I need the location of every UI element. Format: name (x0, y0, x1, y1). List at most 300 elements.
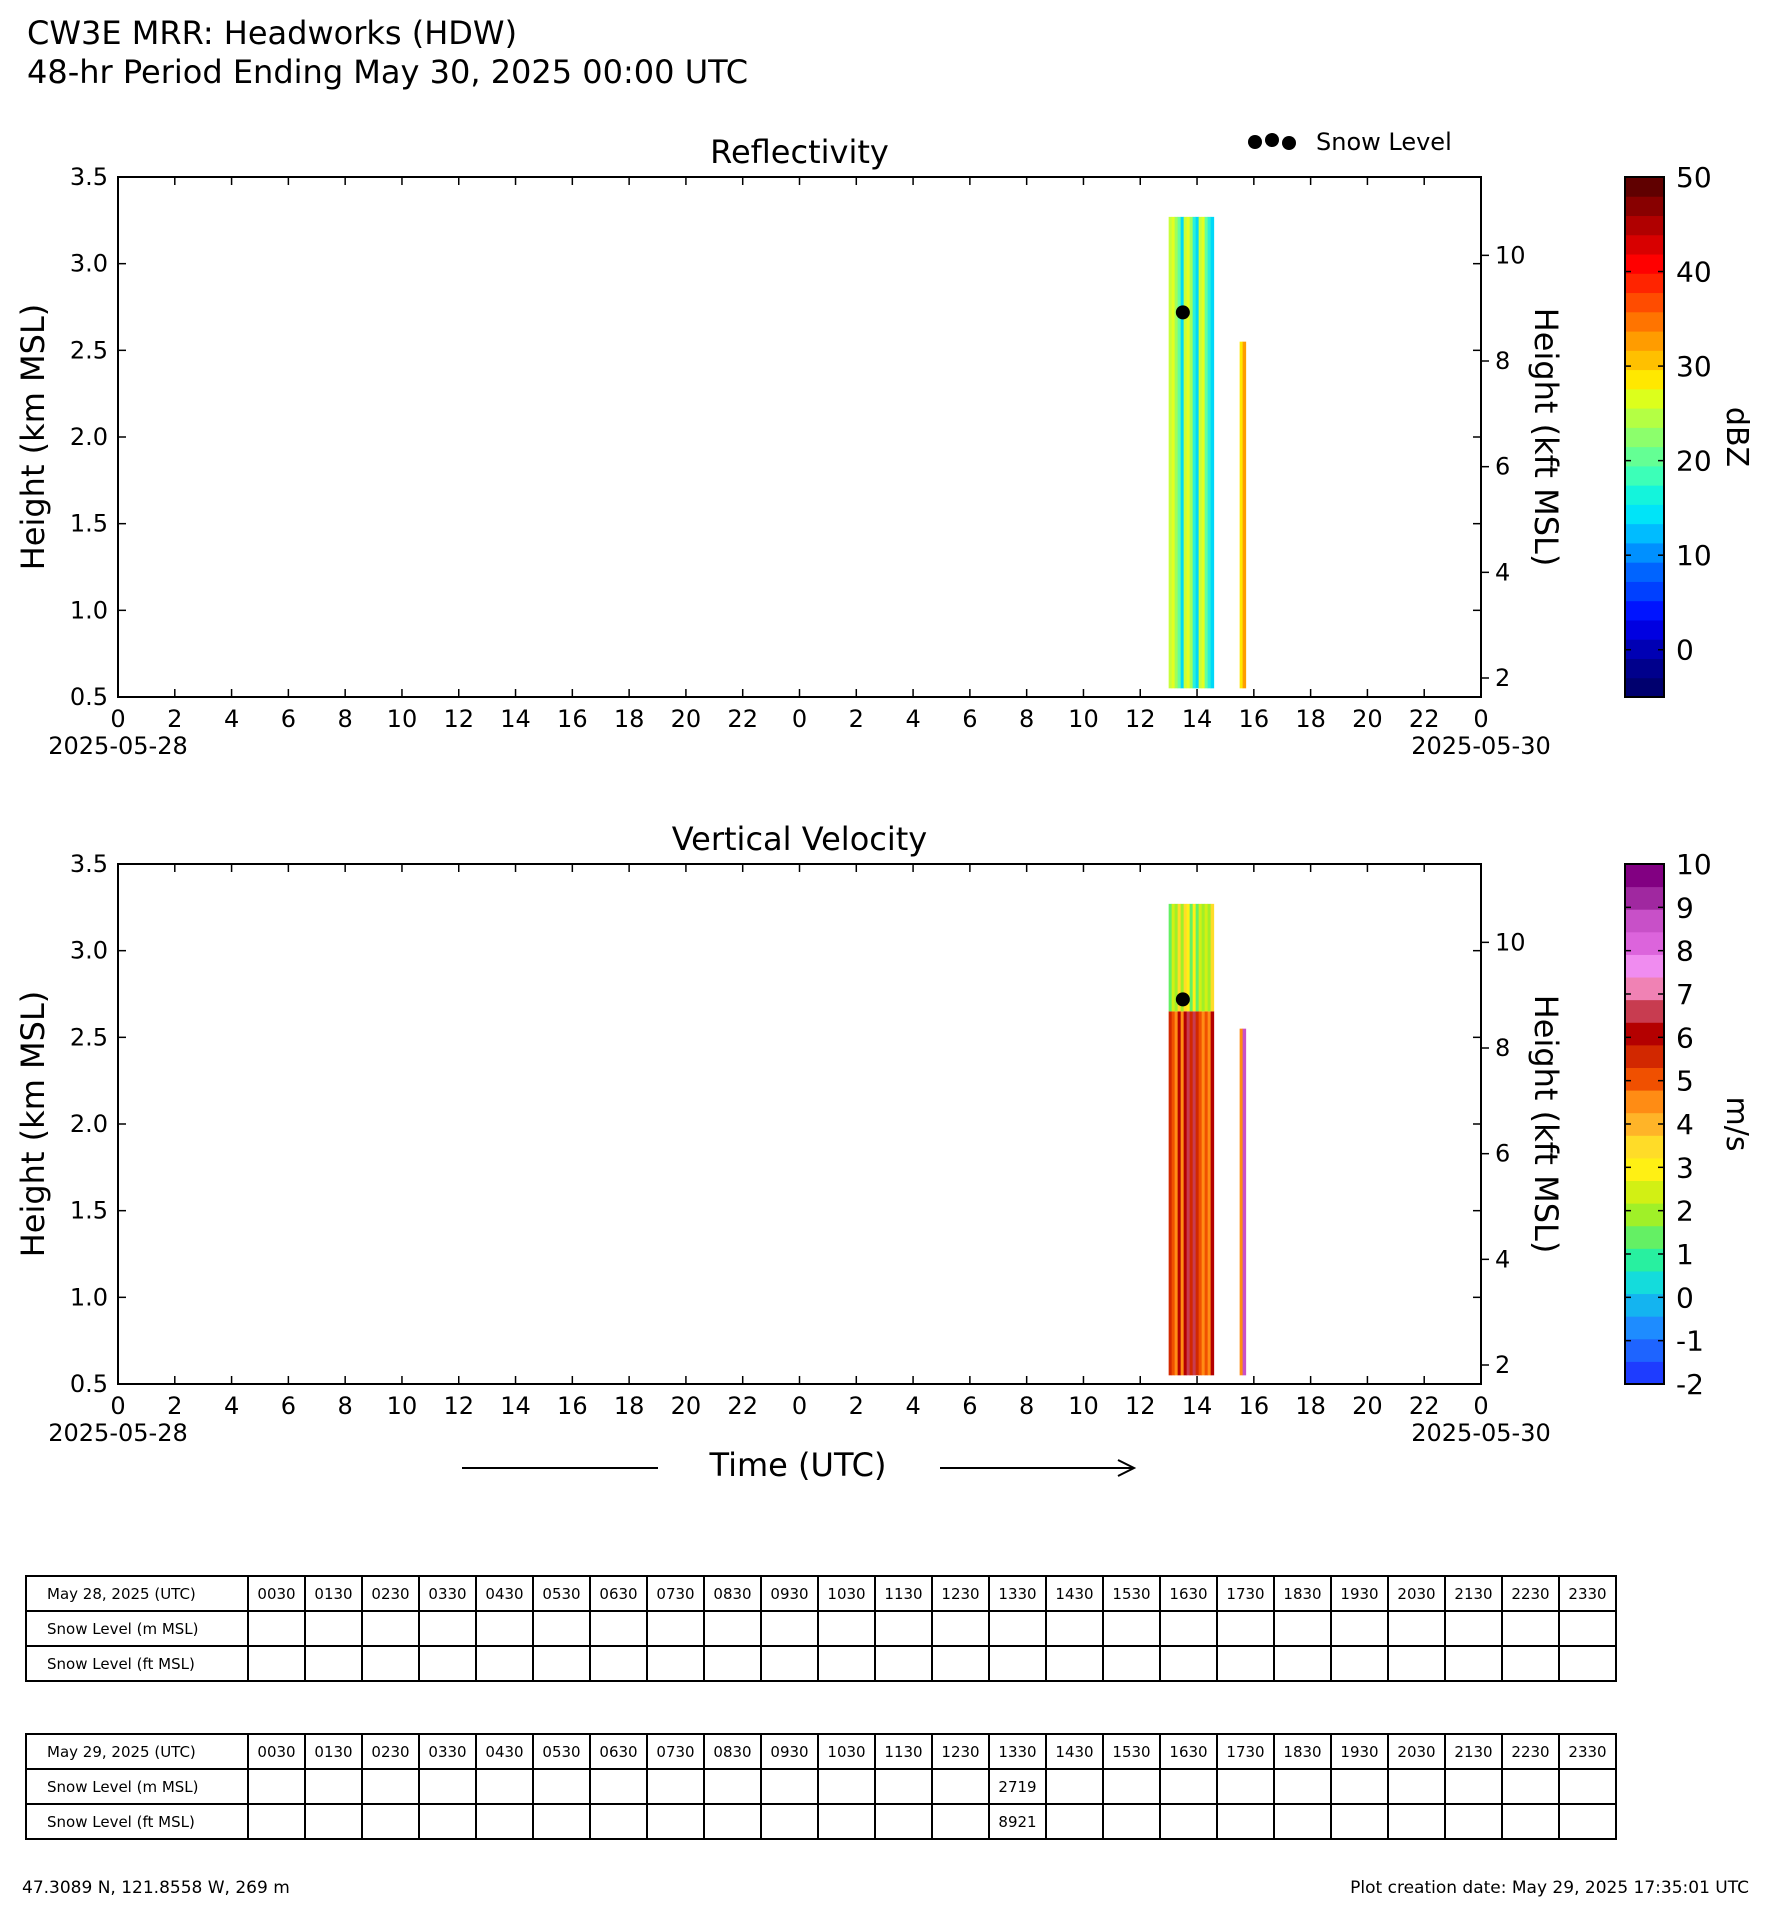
table-value-cell: 8921 (989, 1804, 1046, 1839)
table-value-cell (1274, 1804, 1331, 1839)
data-cell (1175, 217, 1179, 688)
reflectivity-panel (14, 133, 1754, 760)
table-time-cell: 0230 (362, 1734, 419, 1769)
table-value-cell (419, 1804, 476, 1839)
table-value-cell (248, 1611, 305, 1646)
x-tick-label: 18 (613, 705, 645, 733)
plot-frame (118, 864, 1481, 1384)
y-tick-right-label: 6 (1495, 1139, 1511, 1168)
table-row-label: Snow Level (ft MSL) (26, 1646, 248, 1681)
snow-level-legend-dot-3 (1282, 136, 1296, 150)
table-row (26, 1646, 1616, 1681)
table-time-cell: 0730 (647, 1734, 704, 1769)
x-tick-label: 12 (1124, 705, 1156, 733)
table-time-cell: 1730 (1217, 1734, 1274, 1769)
colorbar-segment (1625, 1022, 1664, 1045)
table-time-cell: 1930 (1331, 1576, 1388, 1611)
colorbar-segment (1625, 312, 1664, 332)
snow-level-legend (1248, 128, 1452, 156)
table-value-cell (476, 1769, 533, 1804)
x-tick-label: 6 (962, 1392, 978, 1420)
x-tick-label: 14 (500, 1392, 531, 1420)
table-value-cell (1502, 1646, 1559, 1681)
snow-level-legend-label: Snow Level (1316, 128, 1452, 156)
colorbar-segment (1625, 977, 1664, 1000)
site-coordinates: 47.3089 N, 121.8558 W, 269 m (22, 1878, 290, 1898)
x-tick-label: 2 (167, 1392, 183, 1420)
y-tick-right-label: 4 (1495, 558, 1511, 587)
table-value-cell (1502, 1611, 1559, 1646)
y-tick-label: 2.0 (69, 423, 108, 451)
table-value-cell (590, 1611, 647, 1646)
table-value-cell (932, 1611, 989, 1646)
colorbar-segment (1625, 1203, 1664, 1226)
x-tick-label: 0 (791, 705, 808, 733)
table-time-cell: 1630 (1160, 1576, 1217, 1611)
table-value-cell (1160, 1611, 1217, 1646)
table-row (26, 1804, 1616, 1839)
data-cell (1178, 1011, 1182, 1375)
table-value-cell (476, 1804, 533, 1839)
table-value-cell (1388, 1611, 1445, 1646)
table-value-cell (1160, 1646, 1217, 1681)
table-value-cell (1103, 1804, 1160, 1839)
data-cell (1208, 1011, 1212, 1375)
x-tick-label: 20 (1352, 1392, 1383, 1420)
data-cell (1243, 1029, 1247, 1376)
colorbar-tick-label: 7 (1676, 978, 1694, 1011)
colorbar-label: dBZ (1719, 406, 1754, 468)
table-time-cell: 1330 (989, 1734, 1046, 1769)
table-value-cell (761, 1769, 818, 1804)
table-value-cell (1559, 1611, 1616, 1646)
y-tick-right-label: 8 (1495, 347, 1511, 376)
y-tick-label: 1.5 (69, 509, 108, 538)
x-tick-label: 8 (1019, 705, 1035, 733)
table-time-cell: 0030 (248, 1734, 305, 1769)
table-value-cell (1388, 1804, 1445, 1839)
x-tick-label: 8 (1019, 1392, 1035, 1420)
date-start-label: 2025-05-28 (48, 1419, 188, 1447)
x-tick-label: 22 (727, 705, 758, 733)
x-tick-label: 6 (280, 705, 297, 733)
table-value-cell (932, 1646, 989, 1681)
table-value-cell (1559, 1646, 1616, 1681)
colorbar-segment (1625, 1067, 1664, 1090)
table-time-cell: 0730 (647, 1576, 704, 1611)
table-value-cell (1046, 1611, 1103, 1646)
x-tick-label: 4 (223, 1392, 240, 1420)
colorbar-segment (1625, 887, 1664, 910)
table-row (26, 1769, 1616, 1804)
table-value-cell (362, 1646, 419, 1681)
data-cell (1172, 904, 1176, 1011)
table-time-cell: 1130 (875, 1734, 932, 1769)
y-tick-label: 0.5 (69, 1370, 108, 1398)
data-cell (1196, 904, 1200, 1011)
y-axis-label-right: Height (kft MSL) (1527, 994, 1565, 1254)
x-tick-label: 10 (386, 705, 418, 733)
data-cell (1208, 904, 1212, 1011)
y-tick-label: 2.5 (69, 336, 108, 365)
table-time-cell: 0330 (419, 1734, 476, 1769)
table-value-cell (1217, 1646, 1274, 1681)
colorbar-segment (1625, 1361, 1664, 1384)
data-cell (1202, 217, 1206, 688)
table-time-cell: 1630 (1160, 1734, 1217, 1769)
table-value-cell (362, 1611, 419, 1646)
data-cell (1193, 904, 1197, 1011)
table-value-cell (1502, 1769, 1559, 1804)
table-value-cell (590, 1804, 647, 1839)
table-value-cell (590, 1646, 647, 1681)
colorbar-segment (1625, 447, 1664, 467)
date-end-label: 2025-05-30 (1411, 732, 1551, 760)
table-time-cell: 0130 (305, 1734, 362, 1769)
x-tick-label: 2 (848, 1392, 864, 1420)
table-time-cell: 2130 (1445, 1576, 1502, 1611)
table-time-cell: 2330 (1559, 1734, 1616, 1769)
table-value-cell (875, 1646, 932, 1681)
snow-level-point (1176, 305, 1190, 319)
colorbar-segment (1625, 216, 1664, 236)
table-time-cell: 1030 (818, 1734, 875, 1769)
data-cell (1172, 217, 1176, 688)
x-tick-label: 0 (110, 1392, 126, 1420)
data-cell (1169, 904, 1173, 1011)
x-tick-label: 18 (1295, 705, 1326, 733)
x-tick-label: 12 (443, 1392, 475, 1420)
colorbar-segment (1625, 1045, 1664, 1068)
x-tick-label: 0 (1473, 1392, 1489, 1420)
x-tick-label: 2 (848, 705, 864, 733)
data-cell (1199, 1011, 1203, 1375)
data-cell (1181, 1011, 1185, 1375)
data-cell (1196, 1011, 1200, 1375)
table-time-cell: 0830 (704, 1734, 761, 1769)
x-tick-label: 8 (337, 705, 353, 733)
table-value-cell (1331, 1611, 1388, 1646)
colorbar-tick-label: -1 (1676, 1324, 1704, 1358)
colorbar-segment (1625, 954, 1664, 977)
table-value-cell (1445, 1611, 1502, 1646)
table-value-cell (1388, 1769, 1445, 1804)
colorbar-segment (1625, 1158, 1664, 1181)
snow-level-legend-dot-1 (1248, 135, 1262, 149)
table-value-cell (1103, 1611, 1160, 1646)
table-row-label: Snow Level (ft MSL) (26, 1804, 248, 1839)
y-tick-right-label: 10 (1495, 928, 1526, 957)
table-time-cell: 0630 (590, 1734, 647, 1769)
table-value-cell (1217, 1611, 1274, 1646)
data-cell (1193, 217, 1197, 688)
colorbar-segment (1625, 293, 1664, 313)
colorbar-tick-label: -2 (1676, 1368, 1704, 1401)
y-tick-label: 1.5 (69, 1196, 108, 1225)
panel-title: Reflectivity (710, 133, 889, 171)
table-value-cell (761, 1611, 818, 1646)
table-value-cell (1274, 1769, 1331, 1804)
colorbar-segment (1625, 562, 1664, 582)
table-value-cell (533, 1769, 590, 1804)
table-value-cell (818, 1769, 875, 1804)
colorbar-tick-label: 0 (1676, 1281, 1694, 1315)
data-cell (1184, 1011, 1188, 1375)
x-tick-label: 20 (1352, 705, 1383, 733)
table-value-cell (305, 1646, 362, 1681)
y-tick-label: 3.0 (69, 249, 108, 278)
table-time-cell: 1330 (989, 1576, 1046, 1611)
table-value-cell (533, 1804, 590, 1839)
y-tick-right-label: 4 (1495, 1245, 1511, 1274)
colorbar-tick-label: 4 (1676, 1108, 1694, 1141)
table-value-cell (704, 1646, 761, 1681)
data-cell (1181, 217, 1185, 688)
table-value-cell (1559, 1804, 1616, 1839)
table-time-cell: 0930 (761, 1734, 818, 1769)
colorbar-segment (1625, 620, 1664, 640)
colorbar-segment (1625, 466, 1664, 486)
colorbar-segment (1625, 331, 1664, 351)
x-tick-label: 4 (905, 705, 921, 733)
date-end-label: 2025-05-30 (1411, 1419, 1551, 1447)
table-time-cell: 1230 (932, 1734, 989, 1769)
data-cell (1243, 342, 1247, 689)
table-time-cell: 0830 (704, 1576, 761, 1611)
colorbar-tick-label: 40 (1676, 255, 1712, 289)
table-time-cell: 1430 (1046, 1576, 1103, 1611)
data-cell (1190, 217, 1194, 688)
table-time-cell: 0930 (761, 1576, 818, 1611)
colorbar-tick-label: 6 (1676, 1021, 1694, 1055)
table-time-cell: 2130 (1445, 1734, 1502, 1769)
table-value-cell (1331, 1769, 1388, 1804)
data-cell (1202, 904, 1206, 1011)
x-tick-label: 0 (791, 1392, 808, 1420)
data-cell (1202, 1011, 1206, 1375)
table-value-cell (818, 1646, 875, 1681)
x-tick-label: 4 (223, 705, 240, 733)
colorbar-tick-label: 1 (1676, 1238, 1694, 1271)
table-time-cell: 1530 (1103, 1734, 1160, 1769)
colorbar-segment (1625, 389, 1664, 409)
table-value-cell (362, 1769, 419, 1804)
table-time-cell: 0630 (590, 1576, 647, 1611)
table-value-cell (362, 1804, 419, 1839)
colorbar-tick-label: 2 (1676, 1194, 1694, 1228)
table-value-cell (1103, 1646, 1160, 1681)
table-value-cell (1160, 1769, 1217, 1804)
table-value-cell (419, 1611, 476, 1646)
table-value-cell (1160, 1804, 1217, 1839)
table-header-row (26, 1576, 1616, 1611)
table-value-cell (1046, 1646, 1103, 1681)
table-date-label: May 29, 2025 (UTC) (26, 1734, 248, 1769)
colorbar-segment (1625, 658, 1664, 678)
y-tick-label: 0.5 (69, 683, 108, 711)
panel-title: Vertical Velocity (671, 820, 928, 858)
x-tick-label: 22 (727, 1392, 758, 1420)
table-time-cell: 0430 (476, 1734, 533, 1769)
snow-level-legend-dot-2 (1265, 133, 1279, 147)
x-tick-label: 22 (1408, 1392, 1440, 1420)
table-value-cell (647, 1769, 704, 1804)
table-value-cell (647, 1804, 704, 1839)
table-value-cell (419, 1646, 476, 1681)
table-value-cell (989, 1646, 1046, 1681)
colorbar-tick-label: 3 (1676, 1151, 1694, 1185)
table-value-cell (533, 1611, 590, 1646)
y-tick-label: 2.5 (69, 1023, 108, 1052)
data-cell (1187, 1011, 1191, 1375)
snow-level-table-may28 (25, 1575, 1617, 1682)
y-tick-right-label: 2 (1495, 1351, 1511, 1380)
snow-level-table-may29 (25, 1733, 1617, 1840)
x-tick-label: 16 (1238, 705, 1270, 733)
data-cell (1187, 217, 1191, 688)
colorbar-segment (1625, 678, 1664, 698)
x-tick-label: 10 (386, 1392, 418, 1420)
table-value-cell (248, 1769, 305, 1804)
table-value-cell (875, 1611, 932, 1646)
x-tick-label: 12 (1124, 1392, 1156, 1420)
table-time-cell: 0330 (419, 1576, 476, 1611)
colorbar-segment (1625, 1316, 1664, 1339)
time-axis-label-group (462, 1446, 1134, 1484)
table-value-cell (1502, 1804, 1559, 1839)
data-cell (1240, 342, 1244, 689)
data-cell (1199, 217, 1203, 688)
x-tick-label: 22 (1408, 705, 1440, 733)
colorbar-segment (1625, 177, 1664, 197)
x-tick-label: 16 (1238, 1392, 1270, 1420)
table-value-cell: 2719 (989, 1769, 1046, 1804)
data-cell (1205, 217, 1209, 688)
colorbar-segment (1625, 864, 1664, 887)
table-row (26, 1611, 1616, 1646)
table-time-cell: 2030 (1388, 1734, 1445, 1769)
x-tick-label: 6 (962, 705, 978, 733)
colorbar-segment (1625, 581, 1664, 601)
table-value-cell (1445, 1804, 1502, 1839)
y-axis-label-right: Height (kft MSL) (1527, 307, 1565, 567)
plot-frame (118, 177, 1481, 697)
x-tick-label: 10 (1068, 1392, 1099, 1420)
data-cell (1175, 1011, 1179, 1375)
colorbar-segment (1625, 350, 1664, 370)
x-tick-label: 14 (1181, 1392, 1213, 1420)
x-tick-label: 2 (167, 705, 183, 733)
data-cell (1196, 217, 1200, 688)
colorbar-segment (1625, 504, 1664, 524)
y-tick-label: 3.0 (69, 936, 108, 965)
y-tick-label: 1.0 (69, 1283, 108, 1312)
data-cell (1169, 1011, 1173, 1375)
table-time-cell: 0530 (533, 1734, 590, 1769)
colorbar-segment (1625, 485, 1664, 505)
y-tick-right-label: 2 (1495, 664, 1511, 693)
x-tick-label: 18 (613, 1392, 645, 1420)
table-time-cell: 2330 (1559, 1576, 1616, 1611)
table-value-cell (989, 1611, 1046, 1646)
table-value-cell (1103, 1769, 1160, 1804)
header-line2: 48-hr Period Ending May 30, 2025 00:00 UTC (27, 53, 749, 91)
y-axis-label: Height (km MSL) (14, 303, 52, 571)
data-cell (1172, 1011, 1176, 1375)
colorbar-segment (1625, 235, 1664, 255)
x-tick-label: 20 (670, 705, 702, 733)
table-value-cell (305, 1804, 362, 1839)
colorbar-segment (1625, 1271, 1664, 1294)
colorbar-segment (1625, 370, 1664, 390)
y-axis-label: Height (km MSL) (14, 990, 52, 1258)
table-value-cell (875, 1804, 932, 1839)
x-tick-label: 10 (1068, 705, 1099, 733)
x-tick-label: 4 (905, 1392, 921, 1420)
table-value-cell (647, 1611, 704, 1646)
colorbar-segment (1625, 1090, 1664, 1113)
table-time-cell: 0530 (533, 1576, 590, 1611)
data-cell (1211, 1011, 1215, 1375)
colorbar-segment (1625, 1248, 1664, 1271)
colorbar-segment (1625, 1181, 1664, 1204)
table-value-cell (932, 1804, 989, 1839)
time-axis-label: Time (UTC) (709, 1446, 887, 1484)
data-cell (1193, 1011, 1197, 1375)
table-value-cell (1388, 1646, 1445, 1681)
table-time-cell: 1030 (818, 1576, 875, 1611)
colorbar-tick-label: 20 (1676, 444, 1712, 478)
data-cell (1169, 217, 1173, 688)
table-value-cell (590, 1769, 647, 1804)
colorbar-segment (1625, 524, 1664, 544)
table-date-label: May 28, 2025 (UTC) (26, 1576, 248, 1611)
colorbar-segment (1625, 427, 1664, 447)
colorbar-segment (1625, 601, 1664, 621)
table-time-cell: 0030 (248, 1576, 305, 1611)
table-time-cell: 0430 (476, 1576, 533, 1611)
table-value-cell (1046, 1804, 1103, 1839)
colorbar-segment (1625, 1000, 1664, 1023)
table-time-cell: 1830 (1274, 1734, 1331, 1769)
x-tick-label: 12 (443, 705, 475, 733)
table-value-cell (1274, 1611, 1331, 1646)
data-cell (1205, 1011, 1209, 1375)
colorbar-tick-label: 30 (1676, 350, 1712, 384)
table-value-cell (476, 1611, 533, 1646)
vertical-velocity-panel (14, 820, 1754, 1447)
colorbar-tick-label: 5 (1676, 1064, 1694, 1098)
table-time-cell: 1430 (1046, 1734, 1103, 1769)
colorbar-tick-label: 9 (1676, 891, 1694, 925)
table-value-cell (1217, 1804, 1274, 1839)
y-tick-label: 1.0 (69, 596, 108, 625)
data-cell (1178, 217, 1182, 688)
data-cell (1205, 904, 1209, 1011)
table-value-cell (248, 1646, 305, 1681)
table-value-cell (1331, 1804, 1388, 1839)
colorbar-tick-label: 8 (1676, 934, 1694, 968)
data-cell (1184, 217, 1188, 688)
colorbar-tick-label: 10 (1676, 539, 1712, 573)
table-time-cell: 2230 (1502, 1734, 1559, 1769)
y-tick-right-label: 8 (1495, 1034, 1511, 1063)
colorbar-segment (1625, 1135, 1664, 1158)
x-tick-label: 14 (500, 705, 531, 733)
colorbar-tick-label: 50 (1676, 161, 1712, 194)
header-line1: CW3E MRR: Headworks (HDW) (27, 14, 518, 52)
plot-creation-date: Plot creation date: May 29, 2025 17:35:01 UTC (1350, 1878, 1749, 1898)
